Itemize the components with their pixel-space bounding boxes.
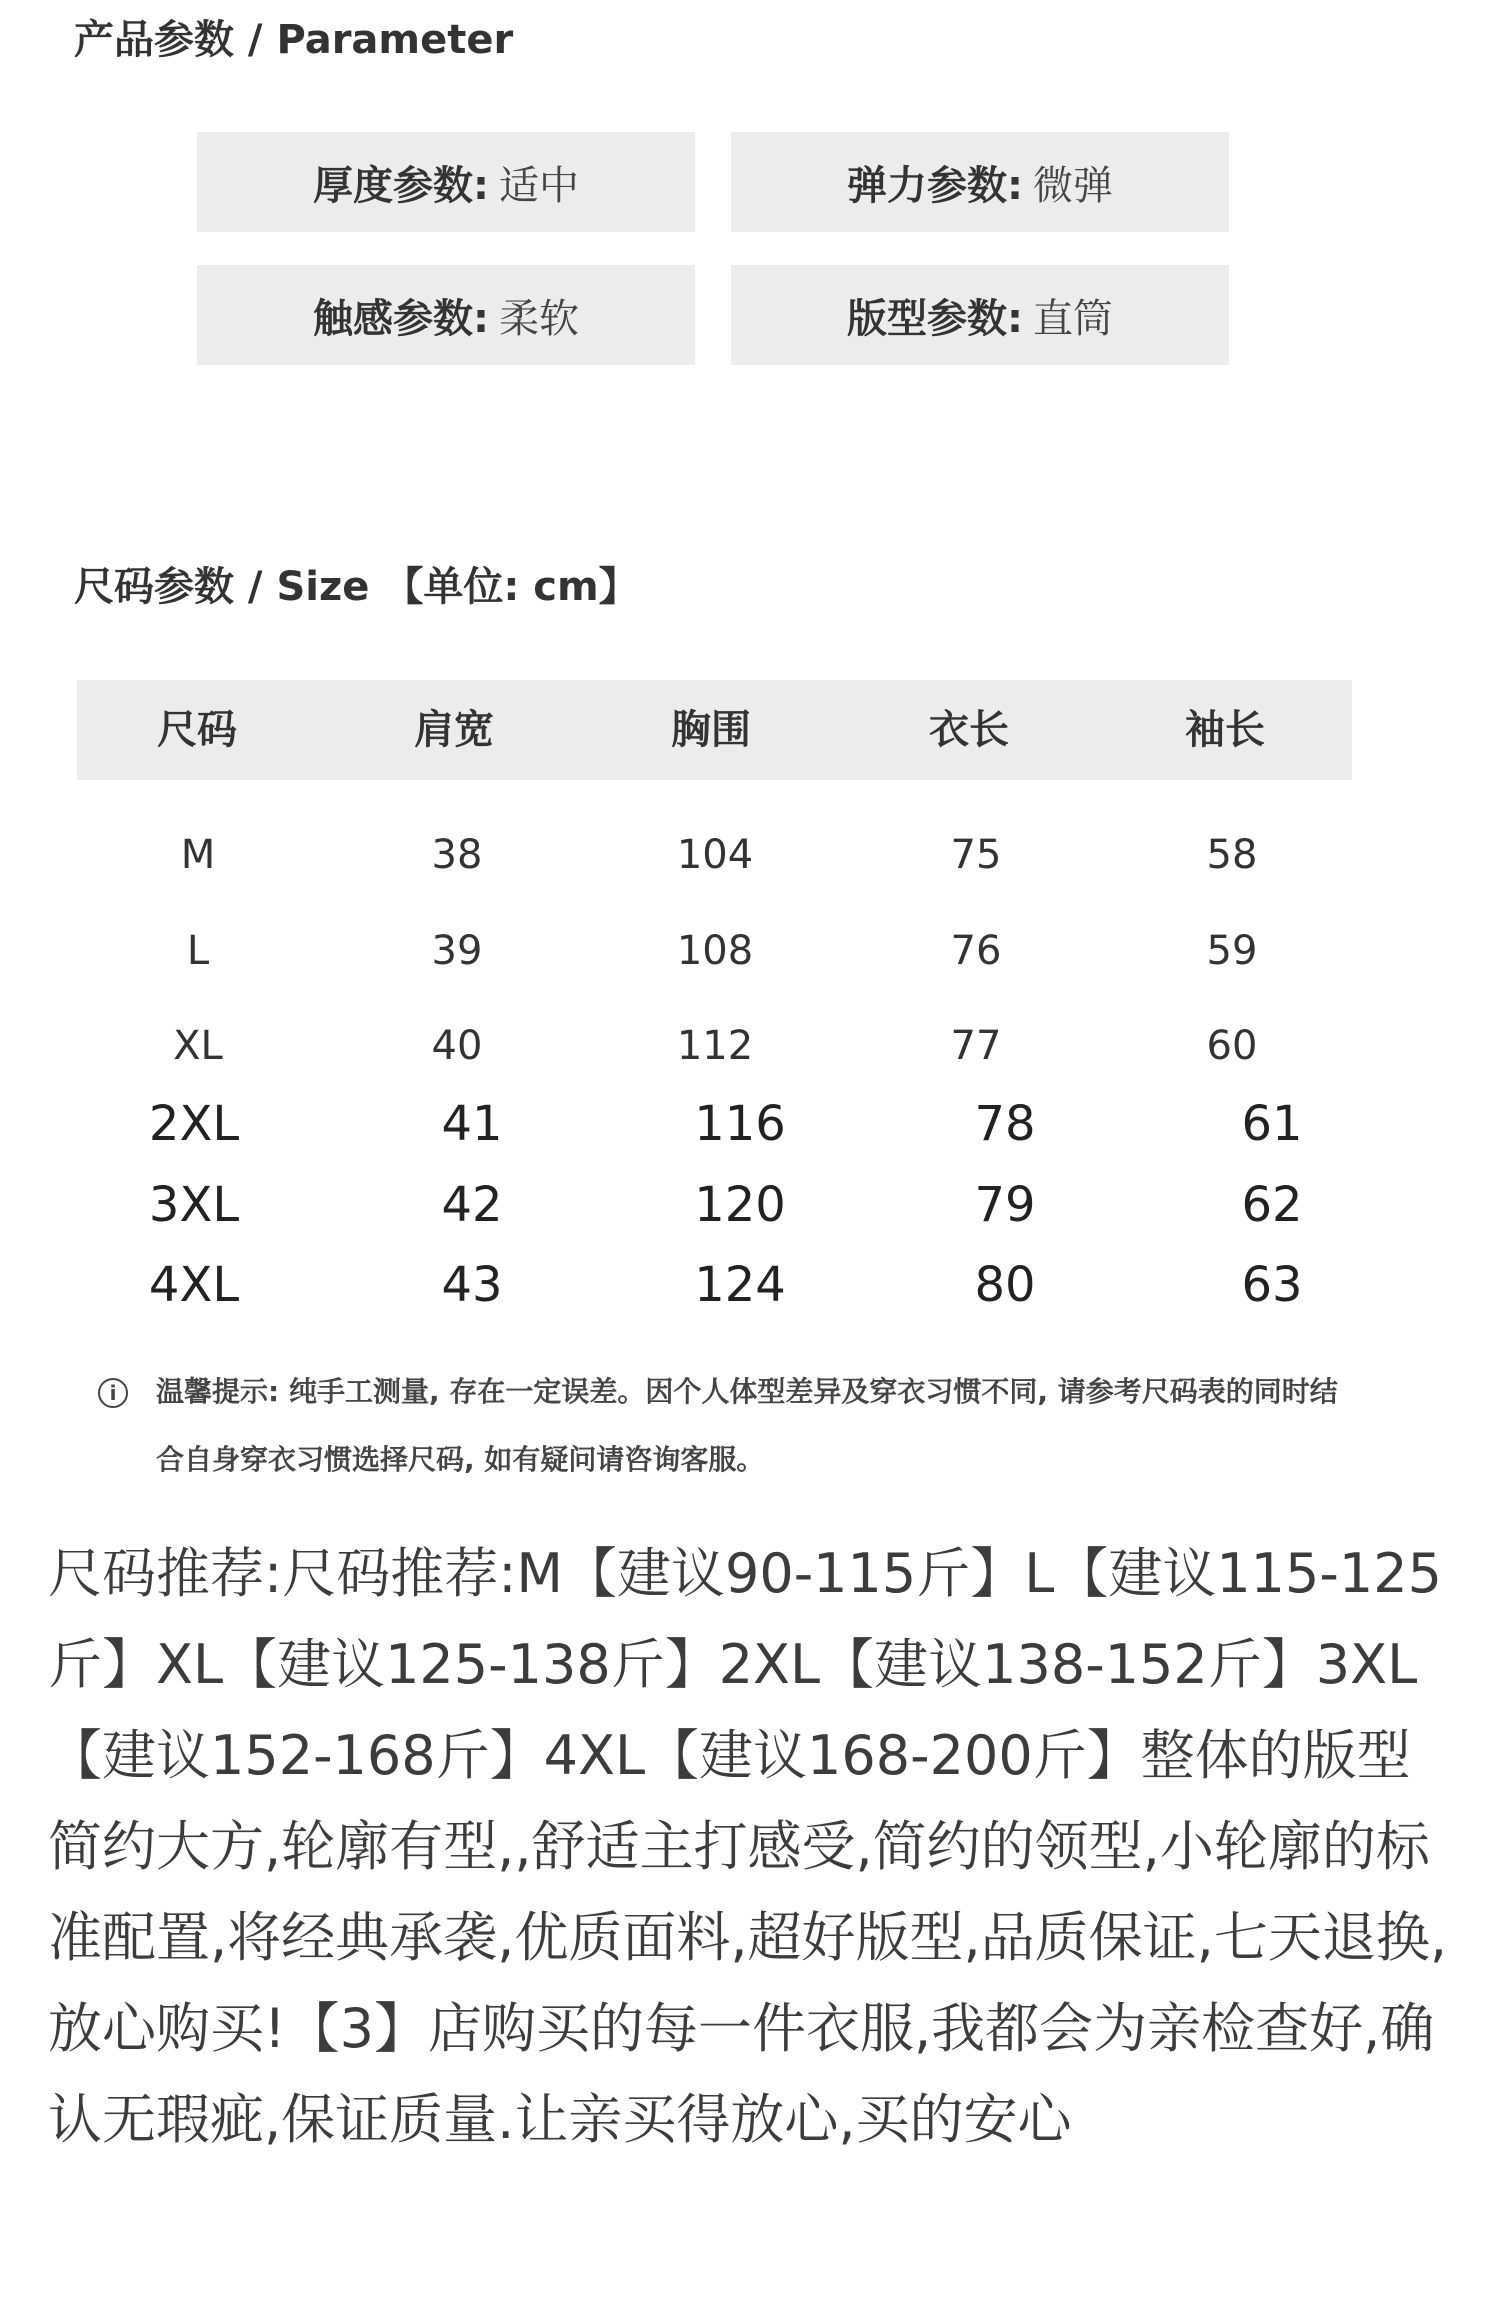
param-label: 触感参数: [313,295,489,342]
table-cell: 2XL [148,1096,240,1152]
table-cell: 62 [1241,1177,1303,1233]
table-cell: 124 [694,1257,786,1313]
size-table-header [77,680,1352,780]
param-value: 微弹 [1033,162,1113,209]
table-cell: 61 [1241,1096,1303,1152]
param-label: 版型参数: [847,295,1023,342]
table-cell: 104 [676,832,754,878]
header-length: 衣长 [929,707,1009,753]
info-icon: i [98,1378,128,1408]
table-cell: 77 [950,1023,1002,1069]
param-label: 弹力参数: [847,162,1023,209]
table-cell: XL [173,1023,223,1069]
table-cell: M [180,832,216,878]
table-cell: 79 [974,1177,1036,1233]
header-size: 尺码 [157,707,237,753]
param-touch [197,265,695,365]
param-elasticity [731,132,1229,232]
table-cell: 75 [950,832,1002,878]
parameter-section-title: 产品参数 / Parameter [74,17,514,63]
param-thickness [197,132,695,232]
size-section-title: 尺码参数 / Size 【单位: cm】 [74,564,639,610]
header-shoulder: 肩宽 [414,707,494,753]
param-value: 直筒 [1033,295,1113,342]
table-cell: 59 [1206,928,1258,974]
table-cell: 40 [431,1023,483,1069]
table-cell: 60 [1206,1023,1258,1069]
table-cell: 43 [441,1257,503,1313]
table-cell: 76 [950,928,1002,974]
measurement-tip [98,1358,1358,1494]
param-label: 厚度参数: [313,162,489,209]
table-cell: 39 [431,928,483,974]
table-cell: 63 [1241,1257,1303,1313]
table-cell: 42 [441,1177,503,1233]
tip-text: 温馨提示: 纯手工测量, 存在一定误差。因个人体型差异及穿衣习惯不同, 请参考尺码表的同时结合自身穿衣习惯选择尺码, 如有疑问请咨询客服。 [156,1375,1338,1476]
header-chest: 胸围 [671,707,751,753]
table-cell: 4XL [148,1257,240,1313]
table-cell: 112 [676,1023,754,1069]
table-cell: 108 [676,928,754,974]
table-cell: 58 [1206,832,1258,878]
table-cell: 78 [974,1096,1036,1152]
size-recommendation-text: 尺码推荐:尺码推荐:M【建议90-115斤】L【建议115-125斤】XL【建议125-138斤】2XL【建议138-152斤】3XL【建议152-168斤】4XL【建议168-200斤】整体的版型简约大方,轮廓有型,,舒适主打感受,简约的领型,小轮廓的标准配置,将经典承袭,优质面料,超好版型,品质保证,七天退换,放心购买!【3】店购买的每一件衣服,我都会为亲检查好,确认无瑕疵,保证质量.让亲买得放心,买的安心 [48,1542,1447,2151]
table-cell: 120 [694,1177,786,1233]
table-cell: 116 [694,1096,786,1152]
param-fit [731,265,1229,365]
header-sleeve: 袖长 [1185,707,1265,753]
table-cell: L [186,928,210,974]
table-cell: 80 [974,1257,1036,1313]
table-cell: 38 [431,832,483,878]
table-cell: 3XL [148,1177,240,1233]
table-cell: 41 [441,1096,503,1152]
param-value: 柔软 [499,295,579,342]
param-value: 适中 [499,162,579,209]
